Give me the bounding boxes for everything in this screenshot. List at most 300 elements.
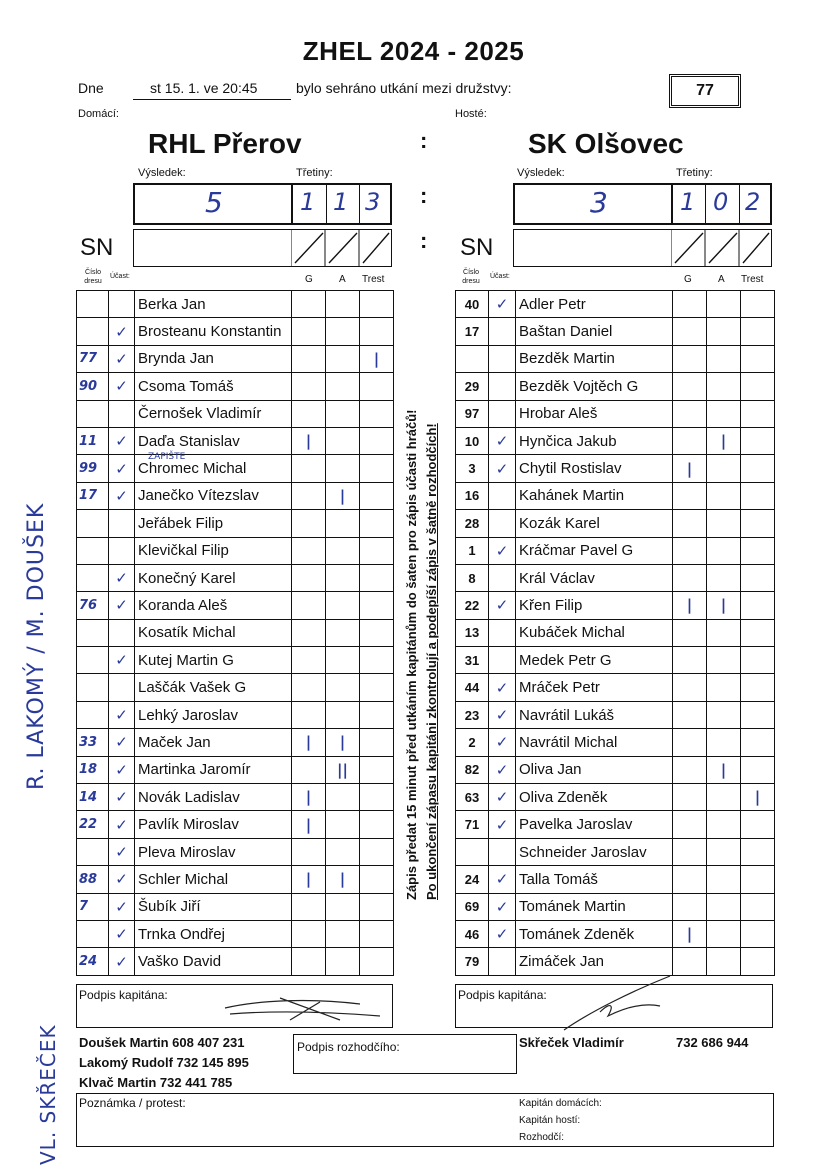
home-penalty — [360, 893, 394, 920]
away-assists — [707, 455, 741, 482]
away-penalty — [741, 811, 775, 838]
away-penalty — [741, 756, 775, 783]
home-col-number: Číslo dresu — [84, 269, 102, 285]
home-assists — [326, 784, 360, 811]
away-goals — [673, 701, 707, 728]
home-player-name: Maček Jan — [135, 729, 292, 756]
home-penalty — [360, 866, 394, 893]
home-player-number: 17 — [77, 482, 109, 509]
away-goals: | — [673, 455, 707, 482]
home-goals — [292, 482, 326, 509]
note-away-captain: Kapitán hostí: — [519, 1115, 581, 1126]
colon-2: : — [420, 183, 428, 208]
home-player-name: Konečný Karel — [135, 564, 292, 591]
away-player-name: Bezděk Martin — [516, 345, 673, 372]
home-player-number: 76 — [77, 592, 109, 619]
home-player-row — [77, 701, 394, 728]
away-assists — [707, 920, 741, 947]
away-result-label: Výsledek: — [517, 167, 565, 179]
home-result-box — [133, 183, 392, 225]
away-penalty — [741, 427, 775, 454]
home-player-row — [77, 756, 394, 783]
away-player-name: Mráček Petr — [516, 674, 673, 701]
home-assists — [326, 455, 360, 482]
away-player-number: 79 — [456, 948, 489, 975]
home-penalty — [360, 784, 394, 811]
away-player-number: 28 — [456, 510, 489, 537]
home-player-row — [77, 647, 394, 674]
home-player-name: Pavlík Miroslav — [135, 811, 292, 838]
home-goals — [292, 510, 326, 537]
home-player-name: Pleva Miroslav — [135, 838, 292, 865]
away-participation-check — [489, 400, 516, 427]
home-player-number — [77, 510, 109, 537]
home-goals: | — [292, 866, 326, 893]
home-penalty — [360, 537, 394, 564]
away-player-name: Pavelka Jaroslav — [516, 811, 673, 838]
home-player-number — [77, 674, 109, 701]
away-participation-check: ✓ — [489, 455, 516, 482]
home-player-number — [77, 920, 109, 947]
away-participation-check — [489, 647, 516, 674]
away-assists — [707, 729, 741, 756]
home-participation-check: ✓ — [109, 729, 135, 756]
away-goals — [673, 400, 707, 427]
away-player-number: 23 — [456, 701, 489, 728]
away-player-row — [456, 345, 775, 372]
away-player-name: Zimáček Jan — [516, 948, 673, 975]
home-participation-check — [109, 619, 135, 646]
home-period-1: 1 — [300, 188, 316, 216]
home-player-number: 77 — [77, 345, 109, 372]
home-penalty — [360, 455, 394, 482]
home-goals — [292, 373, 326, 400]
away-goals — [673, 784, 707, 811]
away-penalty — [741, 537, 775, 564]
away-assists — [707, 619, 741, 646]
away-player-row — [456, 427, 775, 454]
home-penalty — [360, 318, 394, 345]
note-home-captain: Kapitán domácích: — [519, 1098, 602, 1109]
home-player-number — [77, 564, 109, 591]
away-player-row — [456, 920, 775, 947]
date-underline — [133, 99, 291, 100]
away-participation-check: ✓ — [489, 674, 516, 701]
away-goals — [673, 619, 707, 646]
home-assists — [326, 318, 360, 345]
away-penalty — [741, 838, 775, 865]
away-col-number: Číslo dresu — [462, 269, 480, 285]
away-sn-slashes — [671, 229, 772, 267]
away-participation-check: ✓ — [489, 784, 516, 811]
home-assists — [326, 674, 360, 701]
middle-note-line1: Zápis předat 15 minut před utkáním kapitánům do šaten pro zápis účasti hráčů! — [404, 409, 419, 900]
home-participation-check: ✓ — [109, 455, 135, 482]
home-penalty — [360, 756, 394, 783]
away-referee-name: Skřeček Vladimír — [519, 1035, 624, 1050]
away-participation-check — [489, 318, 516, 345]
home-player-number — [77, 619, 109, 646]
away-period-3: 2 — [745, 188, 761, 216]
home-player-name: Schler Michal — [135, 866, 292, 893]
away-player-row — [456, 537, 775, 564]
home-penalty — [360, 592, 394, 619]
away-player-number: 31 — [456, 647, 489, 674]
home-goals: | — [292, 427, 326, 454]
away-assists: | — [707, 592, 741, 619]
referee-2: Lakomý Rudolf 732 145 895 — [79, 1055, 249, 1070]
away-roster-table — [455, 290, 775, 976]
away-goals — [673, 373, 707, 400]
home-player-row — [77, 920, 394, 947]
home-penalty — [360, 729, 394, 756]
away-player-number — [456, 838, 489, 865]
home-col-part: Účast: — [110, 273, 130, 280]
away-periods-label: Třetiny: — [676, 167, 713, 179]
away-penalty — [741, 701, 775, 728]
away-player-name: Hynčica Jakub — [516, 427, 673, 454]
away-player-number: 1 — [456, 537, 489, 564]
home-participation-check — [109, 674, 135, 701]
away-participation-check: ✓ — [489, 427, 516, 454]
away-goals — [673, 510, 707, 537]
away-assists — [707, 866, 741, 893]
away-player-number — [456, 345, 489, 372]
away-captain-label: Podpis kapitána: — [458, 988, 547, 1002]
away-penalty — [741, 400, 775, 427]
away-participation-check: ✓ — [489, 537, 516, 564]
home-player-row — [77, 893, 394, 920]
home-player-number: 33 — [77, 729, 109, 756]
home-player-name: Chromec Michal — [135, 455, 292, 482]
home-player-row — [77, 838, 394, 865]
away-player-number: 44 — [456, 674, 489, 701]
away-player-row — [456, 893, 775, 920]
away-player-name: Medek Petr G — [516, 647, 673, 674]
home-goals: | — [292, 811, 326, 838]
away-player-row — [456, 674, 775, 701]
match-number: 77 — [669, 74, 741, 108]
away-assists — [707, 838, 741, 865]
home-goals — [292, 291, 326, 318]
home-assists — [326, 592, 360, 619]
handwritten-skrecek: VL. SKŘEČEK — [36, 1024, 60, 1165]
away-player-row — [456, 291, 775, 318]
away-participation-check: ✓ — [489, 920, 516, 947]
home-player-name: Berka Jan — [135, 291, 292, 318]
home-period-2: 1 — [333, 188, 349, 216]
home-assists — [326, 838, 360, 865]
away-penalty — [741, 866, 775, 893]
home-player-name: Kutej Martin G — [135, 647, 292, 674]
away-penalty — [741, 592, 775, 619]
away-player-name: Oliva Jan — [516, 756, 673, 783]
away-participation-check: ✓ — [489, 729, 516, 756]
away-player-name: Tománek Martin — [516, 893, 673, 920]
away-player-name: Navrátil Lukáš — [516, 701, 673, 728]
home-participation-check: ✓ — [109, 592, 135, 619]
away-player-name: Chytil Rostislav — [516, 455, 673, 482]
home-penalty — [360, 400, 394, 427]
away-participation-check: ✓ — [489, 291, 516, 318]
away-col-g: G — [684, 274, 692, 285]
home-participation-check: ✓ — [109, 564, 135, 591]
away-assists — [707, 647, 741, 674]
away-goals — [673, 482, 707, 509]
home-player-row — [77, 564, 394, 591]
away-participation-check: ✓ — [489, 701, 516, 728]
away-player-number: 40 — [456, 291, 489, 318]
home-penalty — [360, 701, 394, 728]
away-goals — [673, 291, 707, 318]
match-date: st 15. 1. ve 20:45 — [150, 80, 258, 96]
away-participation-check — [489, 510, 516, 537]
home-penalty — [360, 838, 394, 865]
away-player-name: Kráčmar Pavel G — [516, 537, 673, 564]
home-participation-check — [109, 537, 135, 564]
away-player-name: Král Václav — [516, 564, 673, 591]
home-goals — [292, 564, 326, 591]
away-goals — [673, 345, 707, 372]
away-goals — [673, 838, 707, 865]
home-participation-check: ✓ — [109, 482, 135, 509]
away-player-number: 71 — [456, 811, 489, 838]
away-penalty — [741, 564, 775, 591]
home-participation-check: ✓ — [109, 318, 135, 345]
middle-note-line2: Po ukončení zápasu kapitáni zkontrolují a podepíší zápis v šatně rozhodčích! — [424, 423, 439, 900]
home-player-row — [77, 866, 394, 893]
away-col-trest: Trest — [741, 274, 764, 285]
home-participation-check: ✓ — [109, 756, 135, 783]
away-penalty — [741, 729, 775, 756]
home-goals — [292, 838, 326, 865]
away-participation-check — [489, 482, 516, 509]
away-player-name: Adler Petr — [516, 291, 673, 318]
home-player-number: 7 — [77, 893, 109, 920]
away-team-name: SK Olšovec — [528, 128, 684, 159]
home-player-number — [77, 400, 109, 427]
away-captain-signature — [560, 972, 680, 1034]
home-goals — [292, 674, 326, 701]
home-player-number — [77, 701, 109, 728]
home-periods-label: Třetiny: — [296, 167, 333, 179]
home-player-row — [77, 948, 394, 975]
home-goals — [292, 619, 326, 646]
away-player-number: 22 — [456, 592, 489, 619]
home-player-row — [77, 400, 394, 427]
away-assists — [707, 291, 741, 318]
home-roster-table — [76, 290, 394, 976]
away-goals — [673, 564, 707, 591]
home-participation-check — [109, 400, 135, 427]
home-player-row — [77, 291, 394, 318]
home-goals — [292, 647, 326, 674]
home-assists: | — [326, 482, 360, 509]
home-penalty — [360, 510, 394, 537]
away-player-name: Kahánek Martin — [516, 482, 673, 509]
home-score: 5 — [205, 186, 223, 219]
away-period-2: 0 — [713, 188, 729, 216]
away-player-row — [456, 592, 775, 619]
home-player-name: Brynda Jan — [135, 345, 292, 372]
away-participation-check: ✓ — [489, 866, 516, 893]
home-player-number — [77, 291, 109, 318]
home-goals — [292, 701, 326, 728]
away-assists: | — [707, 756, 741, 783]
away-col-a: A — [718, 274, 725, 285]
home-penalty — [360, 373, 394, 400]
home-goals — [292, 893, 326, 920]
away-col-part: Účast: — [490, 273, 510, 280]
home-goals — [292, 920, 326, 947]
home-col-a: A — [339, 274, 346, 285]
home-player-row — [77, 427, 394, 454]
home-team-name: RHL Přerov — [148, 128, 302, 159]
home-assists — [326, 291, 360, 318]
away-period-1: 1 — [680, 188, 696, 216]
away-assists — [707, 373, 741, 400]
away-player-number: 2 — [456, 729, 489, 756]
away-goals: | — [673, 592, 707, 619]
colon-3: : — [420, 228, 428, 253]
home-participation-check — [109, 291, 135, 318]
home-player-name: Csoma Tomáš — [135, 373, 292, 400]
home-assists: | — [326, 729, 360, 756]
away-player-name: Schneider Jaroslav — [516, 838, 673, 865]
home-participation-check: ✓ — [109, 373, 135, 400]
away-penalty — [741, 948, 775, 975]
away-player-name: Oliva Zdeněk — [516, 784, 673, 811]
home-assists — [326, 920, 360, 947]
home-participation-check: ✓ — [109, 838, 135, 865]
away-assists — [707, 537, 741, 564]
away-goals — [673, 318, 707, 345]
away-penalty — [741, 920, 775, 947]
home-penalty — [360, 482, 394, 509]
away-player-row — [456, 482, 775, 509]
home-goals — [292, 948, 326, 975]
away-player-name: Talla Tomáš — [516, 866, 673, 893]
home-player-name: Černošek Vladimír — [135, 400, 292, 427]
away-player-number: 63 — [456, 784, 489, 811]
away-assists — [707, 674, 741, 701]
home-player-row — [77, 482, 394, 509]
home-result-label: Výsledek: — [138, 167, 186, 179]
away-player-number: 17 — [456, 318, 489, 345]
away-assists — [707, 400, 741, 427]
home-goals: | — [292, 729, 326, 756]
away-referee-phone: 732 686 944 — [676, 1035, 749, 1050]
away-label: Hosté: — [455, 108, 487, 120]
away-penalty — [741, 674, 775, 701]
away-player-name: Hrobar Aleš — [516, 400, 673, 427]
away-penalty — [741, 482, 775, 509]
away-player-number: 10 — [456, 427, 489, 454]
home-penalty — [360, 647, 394, 674]
away-player-number: 82 — [456, 756, 489, 783]
home-assists — [326, 345, 360, 372]
away-player-row — [456, 784, 775, 811]
away-participation-check — [489, 948, 516, 975]
away-penalty — [741, 647, 775, 674]
away-assists — [707, 893, 741, 920]
home-period-3: 3 — [365, 188, 381, 216]
home-player-name: Vaško David — [135, 948, 292, 975]
away-assists: | — [707, 427, 741, 454]
away-assists — [707, 482, 741, 509]
home-player-number: 11 — [77, 427, 109, 454]
away-result-box — [513, 183, 772, 225]
away-player-number: 24 — [456, 866, 489, 893]
away-penalty — [741, 893, 775, 920]
away-player-row — [456, 701, 775, 728]
home-assists — [326, 647, 360, 674]
away-player-number: 46 — [456, 920, 489, 947]
away-assists — [707, 811, 741, 838]
home-participation-check: ✓ — [109, 893, 135, 920]
away-goals — [673, 729, 707, 756]
away-goals — [673, 893, 707, 920]
home-player-name: Novák Ladislav — [135, 784, 292, 811]
away-penalty — [741, 345, 775, 372]
away-player-number: 29 — [456, 373, 489, 400]
home-assists — [326, 400, 360, 427]
home-col-g: G — [305, 274, 313, 285]
away-assists — [707, 510, 741, 537]
away-player-row — [456, 756, 775, 783]
away-player-row — [456, 619, 775, 646]
away-player-row — [456, 811, 775, 838]
away-penalty: | — [741, 784, 775, 811]
home-assists — [326, 893, 360, 920]
home-goals: | — [292, 784, 326, 811]
home-participation-check: ✓ — [109, 701, 135, 728]
away-participation-check — [489, 619, 516, 646]
home-goals — [292, 400, 326, 427]
away-player-row — [456, 455, 775, 482]
handwritten-annotation: ZAPIŠTE — [148, 452, 186, 462]
home-player-number: 88 — [77, 866, 109, 893]
home-assists — [326, 427, 360, 454]
away-assists — [707, 948, 741, 975]
home-assists — [326, 619, 360, 646]
home-penalty — [360, 674, 394, 701]
home-sn-label: SN — [80, 234, 114, 261]
home-penalty — [360, 619, 394, 646]
away-assists — [707, 701, 741, 728]
referee-1: Doušek Martin 608 407 231 — [79, 1035, 245, 1050]
away-participation-check: ✓ — [489, 592, 516, 619]
home-participation-check: ✓ — [109, 784, 135, 811]
away-assists — [707, 318, 741, 345]
away-goals: | — [673, 920, 707, 947]
away-player-name: Kubáček Michal — [516, 619, 673, 646]
away-participation-check: ✓ — [489, 756, 516, 783]
home-assists — [326, 948, 360, 975]
home-player-number — [77, 537, 109, 564]
away-participation-check — [489, 345, 516, 372]
home-player-name: Daďa Stanislav — [135, 427, 292, 454]
home-player-number: 18 — [77, 756, 109, 783]
home-player-number: 24 — [77, 948, 109, 975]
away-participation-check: ✓ — [489, 811, 516, 838]
home-player-row — [77, 510, 394, 537]
home-player-number — [77, 838, 109, 865]
away-goals — [673, 756, 707, 783]
away-assists — [707, 784, 741, 811]
away-goals — [673, 811, 707, 838]
away-player-number: 13 — [456, 619, 489, 646]
